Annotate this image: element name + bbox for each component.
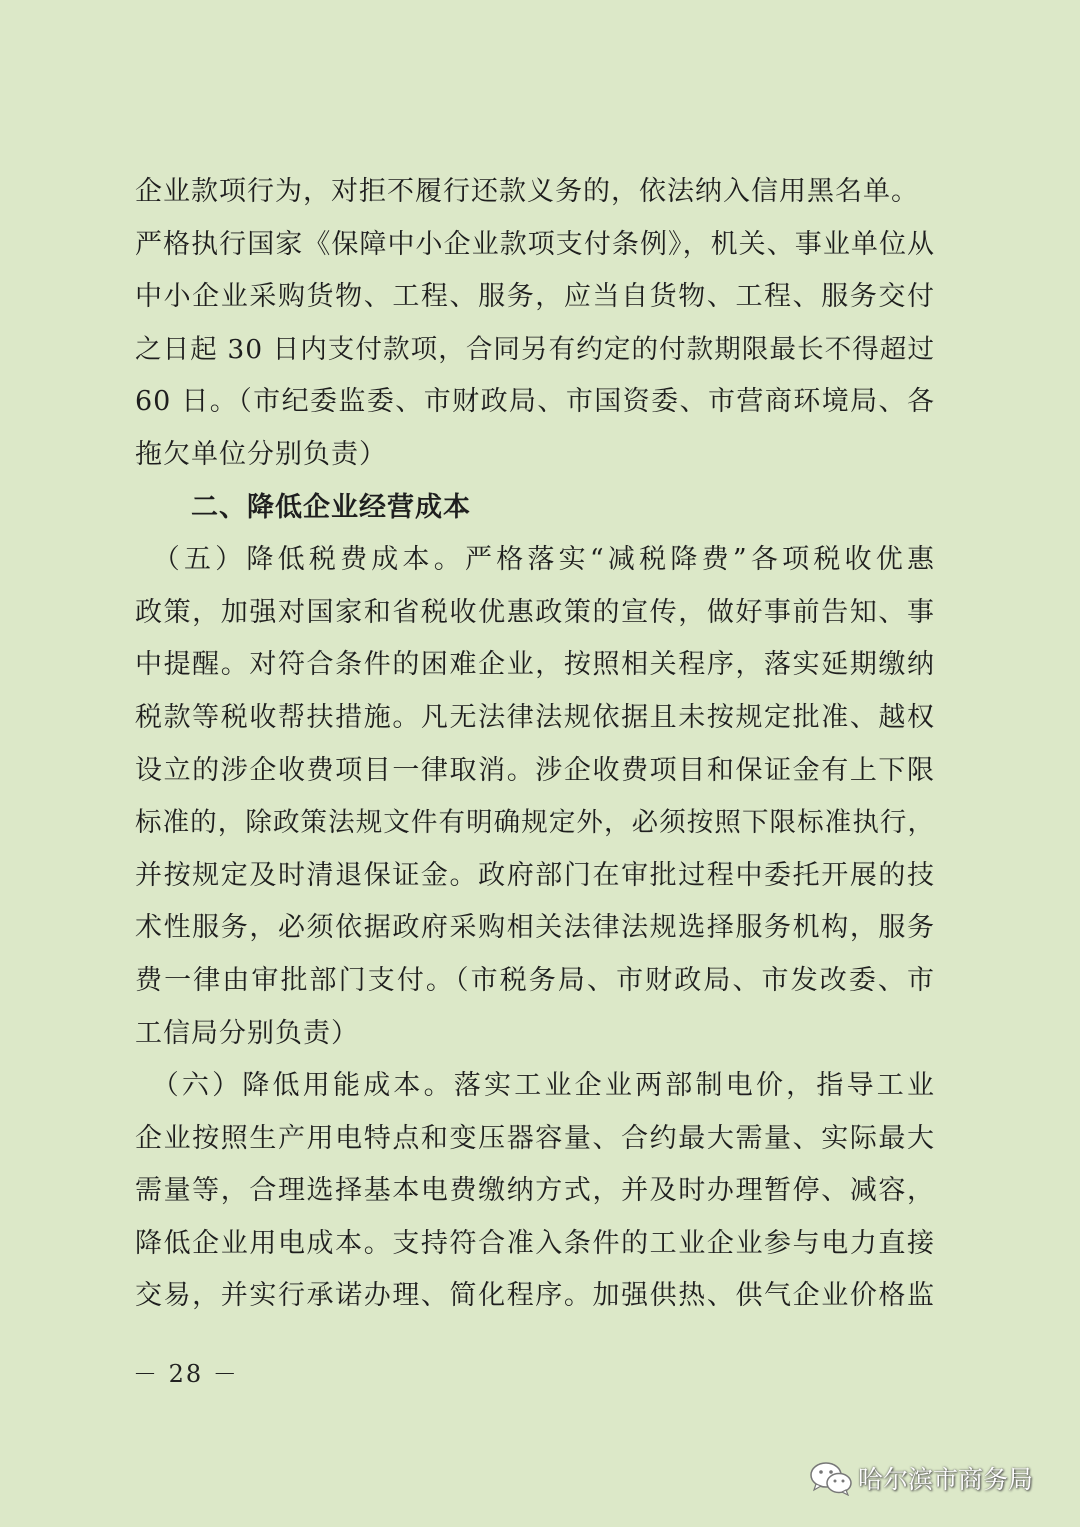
text-line: 设立的涉企收费项目一律取消。涉企收费项目和保证金有上下限: [135, 754, 935, 786]
text-line: 术性服务，必须依据政府采购相关法律法规选择服务机构，服务: [135, 912, 935, 944]
text-line: 企业款项行为，对拒不履行还款义务的，依法纳入信用黑名单。: [135, 176, 919, 207]
text-line: 严格执行国家《保障中小企业款项支付条例》，机关、事业单位从: [135, 228, 935, 260]
text-line: 之日起 30 日内支付款项，合同另有约定的付款期限最长不得超过: [135, 333, 935, 365]
document-body: [135, 166, 935, 1323]
text-line: 中小企业采购货物、工程、服务，应当自货物、工程、服务交付: [135, 281, 935, 313]
watermark: [808, 1458, 1033, 1498]
text-line: 政策，加强对国家和省税收优惠政策的宣传，做好事前告知、事: [135, 596, 935, 628]
text-line: 税款等税收帮扶措施。凡无法律法规依据且未按规定批准、越权: [135, 701, 935, 733]
page-number: － 28 －: [133, 1360, 239, 1388]
section-heading: 二、降低企业经营成本: [191, 491, 471, 523]
text-line: 60 日。（市纪委监委、市财政局、市国资委、市营商环境局、各: [135, 386, 935, 418]
text-line: 拖欠单位分别负责）: [135, 438, 387, 470]
text-line: 需量等，合理选择基本电费缴纳方式，并及时办理暂停、减容，: [135, 1175, 935, 1207]
text-line: 企业按照生产用电特点和变压器容量、合约最大需量、实际最大: [135, 1122, 935, 1154]
text-line: 中提醒。对符合条件的困难企业，按照相关程序，落实延期缴纳: [135, 649, 935, 681]
text-line: （五）降低税费成本。严格落实“减税降费”各项税收优惠: [135, 544, 935, 576]
text-line: 交易，并实行承诺办理、简化程序。加强供热、供气企业价格监: [135, 1280, 935, 1312]
text-line: 降低企业用电成本。支持符合准入条件的工业企业参与电力直接: [135, 1227, 935, 1259]
text-line: （六）降低用能成本。落实工业企业两部制电价，指导工业: [135, 1070, 935, 1102]
text-line: 费一律由审批部门支付。（市税务局、市财政局、市发改委、市: [135, 964, 935, 996]
text-line: 工信局分别负责）: [135, 1017, 359, 1049]
text-line: 标准的，除政策法规文件有明确规定外，必须按照下限标准执行，: [135, 807, 935, 839]
text-line: 并按规定及时清退保证金。政府部门在审批过程中委托开展的技: [135, 859, 935, 891]
wechat-icon: [808, 1460, 854, 1496]
watermark-text: 哈尔滨市商务局: [858, 1465, 1034, 1494]
